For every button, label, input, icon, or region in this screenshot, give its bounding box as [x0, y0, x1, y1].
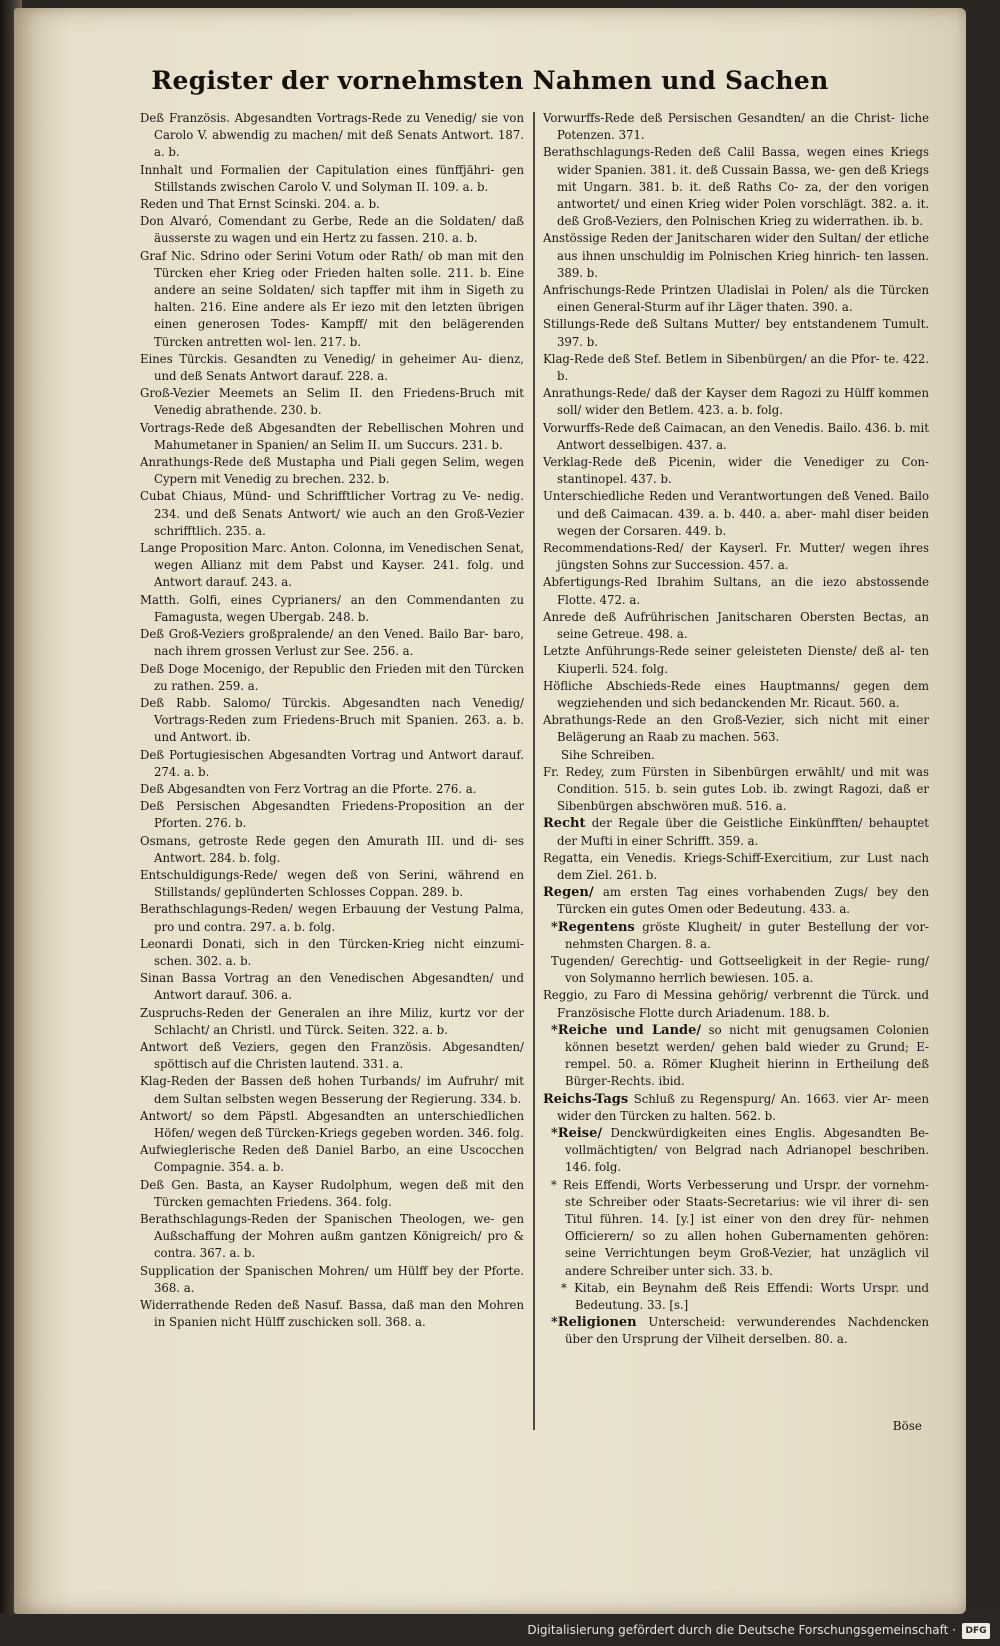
- entry-text: Schluß zu Regenspurg/ An. 1663. vier Ar- meen wider den Türcken zu halten. 562. b.: [557, 1091, 929, 1123]
- index-entry: Berathschlagungs-Reden der Spanischen Theologen, we- gen Außschaffung der Mohren außm gantzen Königreich/ pro & contra. 367. a. b.: [140, 1212, 524, 1261]
- index-entry: [543, 678, 929, 712]
- index-entry: [543, 919, 929, 953]
- index-entry: [543, 1314, 929, 1348]
- index-entry: Deß Doge Mocenigo, der Republic den Frieden mit den Türcken zu rathen. 259. a.: [140, 661, 524, 693]
- index-entry: Osmans, getroste Rede gegen den Amurath III. und di- ses Antwort. 284. b. folg.: [140, 833, 524, 865]
- index-entry: [543, 815, 929, 849]
- entry-text: Fr. Redey, zum Fürsten in Sibenbürgen erwählt/ und mit was Condition. 515. b. sein gutes Lob. ib. zwingt Ragozi, daß er Sibenbürgen abschwören muß. 516. a.: [543, 764, 929, 814]
- right-column: [543, 110, 929, 1440]
- book-page: [14, 8, 966, 1614]
- index-entry: [543, 574, 929, 608]
- entry-text: Anrathungs-Rede/ daß der Kayser dem Ragozi zu Hülff kommen soll/ wider den Betlem. 423. a. b. folg.: [543, 386, 929, 418]
- index-entry: [543, 230, 929, 282]
- entry-text: Höfliche Abschieds-Rede eines Hauptmanns/ gegen dem wegziehenden und sich bedanckenden Mr. Ricaut. 560. a.: [543, 678, 929, 710]
- entry-text: Letzte Anführungs-Rede seiner geleisteten Dienste/ deß al- ten Kiuperli. 524. folg.: [543, 644, 929, 676]
- index-entry: Eines Türckis. Gesandten zu Venedig/ in geheimer Au- dienz, und deß Senats Antwort darauf. 228. a.: [140, 351, 524, 384]
- entry-keyword: *Regentens: [551, 919, 635, 935]
- entry-text: Anstössige Reden der Janitscharen wider den Sultan/ der etliche aus ihnen unschuldig im Polnischen Krieg hinrich- ten lassen. 389. b.: [543, 231, 929, 280]
- index-entry: Sinan Bassa Vortrag an den Venedischen Abgesandten/ und Antwort darauf. 306. a.: [140, 971, 524, 1003]
- entry-text: Anrede deß Aufrührischen Janitscharen Obersten Bectas, an seine Getreue. 498. a.: [543, 609, 929, 642]
- entry-keyword: Regen/: [543, 885, 594, 901]
- index-entry: Deß Persischen Abgesandten Friedens-Proposition an der Pforten. 276. b.: [140, 799, 524, 831]
- index-entry: Matth. Golfi, eines Cyprianers/ an den Commendanten zu Famagusta, wegen Ubergab. 248. b.: [140, 592, 524, 624]
- index-entry: Deß Portugiesischen Abgesandten Vortrag und Antwort darauf. 274. a. b.: [140, 747, 524, 779]
- page-header: Register der vornehmsten Nahmen und Sachen: [151, 66, 829, 95]
- entry-text: am ersten Tag eines vorhabenden Zugs/ bey den Türcken ein gutes Omen oder Bedeutung. 433. a.: [557, 885, 929, 917]
- index-entry: [543, 144, 929, 230]
- entry-text: gröste Klugheit/ in guter Bestellung der vor- nehmsten Chargen. 8. a.: [565, 919, 929, 951]
- entry-text: Tugenden/ Gerechtig- und Gottseeligkeit in der Regie- rung/ von Solymanno herrlich bewiesen. 105. a.: [551, 953, 929, 986]
- index-entry: [543, 454, 929, 488]
- index-entry: [543, 747, 929, 764]
- entry-text: Berathschlagungs-Reden deß Calil Bassa, wegen eines Kriegs wider Spanien. 381. it. deß Cussain Bassa, we- gen deß Kriegs mit Ungarn. 381. b. it. deß Raths Co- za, der den vorigen antwortet/ und einen Krieg wider Polen vorschlägt. 382. a. it. deß Groß-Veziers, den Polnischen Krieg zu widerrathen. ib. b.: [543, 145, 929, 229]
- entry-keyword: *Religionen: [551, 1315, 637, 1331]
- index-entry: [543, 1091, 929, 1125]
- entry-text: der Regale über die Geistliche Einkünfften/ behauptet der Mufti in einer Schrifft. 359. a.: [557, 816, 929, 848]
- index-entry: Widerrathende Reden deß Nasuf. Bassa, daß man den Mohren in Spanien nicht Hülff zuschicken soll. 368. a.: [140, 1298, 524, 1330]
- column-divider: [533, 112, 535, 1430]
- index-entry: Antwort/ so dem Päpstl. Abgesandten an unterschiedlichen Höfen/ wegen deß Türcken-Kriegs gegeben worden. 346. folg.: [140, 1108, 524, 1140]
- index-entry: [543, 1022, 929, 1091]
- index-entry: Reden und That Ernst Scinski. 204. a. b.: [140, 197, 380, 212]
- index-entry: Entschuldigungs-Rede/ wegen deß von Serini, während en Stillstands/ geplünderten Schlosses Coppan. 289. b.: [140, 867, 524, 900]
- entry-keyword: Reichs-Tags: [543, 1091, 629, 1107]
- entry-text: Reggio, zu Faro di Messina gehörig/ verbrennt die Türck. und Französische Flotte durch Ariadenum. 188. b.: [543, 988, 929, 1020]
- index-entry: Antwort deß Veziers, gegen den Französis. Abgesandten/ spöttisch auf die Christen lautend. 331. a.: [140, 1039, 524, 1072]
- entry-text: Stillungs-Rede deß Sultans Mutter/ bey entstandenem Tumult. 397. b.: [543, 317, 929, 349]
- index-entry: [543, 609, 929, 643]
- dfg-logo: DFG: [962, 1623, 990, 1639]
- index-entry: Berathschlagungs-Reden/ wegen Erbauung der Vestung Palma, pro und contra. 297. a. b. folg.: [140, 902, 524, 934]
- entry-text: Anfrischungs-Rede Printzen Uladislai in Polen/ als die Türcken einen General-Sturm auf ihr Läger thaten. 390. a.: [543, 283, 929, 315]
- entry-text: Denckwürdigkeiten eines Englis. Abgesandten Be- vollmächtigten/ von Belgrad nach Adrianopel beschriben. 146. folg.: [565, 1125, 929, 1175]
- index-entry: [543, 420, 929, 454]
- index-entry: Deß Französis. Abgesandten Vortrags-Rede zu Venedig/ sie von Carolo V. abwendig zu machen/ mit deß Senats Antwort. 187. a. b.: [140, 111, 524, 160]
- index-entry: Zuspruchs-Reden der Generalen an ihre Miliz, kurtz vor der Schlacht/ an Christl. und Türck. Seiten. 322. a. b.: [140, 1005, 524, 1037]
- entry-text: Abrathungs-Rede an den Groß-Vezier, sich nicht mit einer Belägerung an Raab zu machen. 563.: [543, 713, 929, 745]
- entry-text: Vorwurffs-Rede deß Persischen Gesandten/ an die Christ- liche Potenzen. 371.: [543, 111, 929, 143]
- index-entry: [543, 987, 929, 1021]
- entry-text: Unterscheid: verwunderendes Nachdencken über den Ursprung der Vilheit derselben. 80. a.: [565, 1315, 929, 1347]
- index-entry: Deß Abgesandten von Ferz Vortrag an die Pforte. 276. a.: [140, 781, 477, 796]
- entry-text: * Reis Effendi, Worts Verbesserung und Urspr. der vornehm- ste Schreiber oder Staats-Secretarius: wie vil ihrer di- sen Titul führen. 14. [y.] ist einer von den drey für- nehmen Officierern/ so zu allen hohen Gubernamenten gehören: seine Verrichtungen beym Groß-Vezier, hat unzäglich vil andere Schreiber unter sich. 33. b.: [551, 1177, 929, 1278]
- entry-text: Abfertigungs-Red Ibrahim Sultans, an die iezo abstossende Flotte. 472. a.: [543, 575, 929, 607]
- index-entry: Innhalt und Formalien der Capitulation eines fünffjähri- gen Stillstands zwischen Carolo V. und Solyman II. 109. a. b.: [140, 162, 524, 194]
- index-entry: Deß Rabb. Salomo/ Türckis. Abgesandten nach Venedig/ Vortrags-Reden zum Friedens-Bruch mit Spanien. 263. a. b. und Antwort. ib.: [140, 695, 524, 745]
- index-entry: Anrathungs-Rede deß Mustapha und Piali gegen Selim, wegen Cypern mit Venedig zu brechen. 232. b.: [140, 455, 524, 487]
- catchword: Böse: [892, 1419, 922, 1433]
- index-entry: Don Alvaró, Comendant zu Gerbe, Rede an die Soldaten/ daß äusserste zu wagen und ein Hertz zu fassen. 210. a. b.: [140, 214, 524, 246]
- index-entry: [543, 316, 929, 350]
- index-entry: Graf Nic. Sdrino oder Serini Votum oder Rath/ ob man mit den Türcken eher Krieg oder Frieden halten solle. 211. b. Eine andere an seine Soldaten/ sich tapffer mit ihm in Sigeth zu halten. 216. Eine andere als Er iezo mit den letzten übrigen einen generosen Todes- Kampff/ mit den belägerenden Türcken antretten wol- len. 217. b.: [140, 248, 524, 349]
- index-entry: [543, 1125, 929, 1177]
- entry-text: Verklag-Rede deß Picenin, wider die Venediger zu Con- stantinopel. 437. b.: [543, 455, 929, 487]
- left-column: [140, 110, 524, 1440]
- index-entry: [543, 884, 929, 918]
- index-entry: Leonardi Donati, sich in den Türcken-Krieg nicht einzumi- schen. 302. a. b.: [140, 936, 524, 968]
- entry-keyword: *Reiche und Lande/: [551, 1022, 702, 1038]
- entry-text: Sihe Schreiben.: [561, 747, 655, 762]
- footer-bar: [0, 1614, 1000, 1646]
- index-entry: Supplication der Spanischen Mohren/ um Hülff bey der Pforte. 368. a.: [140, 1263, 524, 1295]
- footer-credit: Digitalisierung gefördert durch die Deutsche Forschungsgemeinschaft ·: [527, 1623, 956, 1637]
- index-entry: [543, 643, 929, 677]
- index-entry: [543, 1280, 929, 1314]
- index-entry: [543, 764, 929, 816]
- index-entry: [543, 351, 929, 385]
- index-entry: Deß Groß-Veziers großpralende/ an den Vened. Bailo Bar- baro, nach ihrem grossen Verlust zur See. 256. a.: [140, 627, 524, 659]
- entry-keyword: *Reise/: [551, 1125, 603, 1141]
- entry-text: so nicht mit genugsamen Colonien können besetzt werden/ gehen bald wieder zu Grund; E- rempel. 50. a. Römer Klugheit hierinn in Ertheilung deß Bürger-Rechts. ibid.: [565, 1022, 929, 1089]
- entry-text: Klag-Rede deß Stef. Betlem in Sibenbürgen/ an die Pfor- te. 422. b.: [543, 351, 929, 384]
- index-entry: [543, 850, 929, 884]
- entry-text: Regatta, ein Venedis. Kriegs-Schiff-Exercitium, zur Lust nach dem Ziel. 261. b.: [543, 850, 929, 882]
- index-entry: [543, 110, 929, 144]
- index-entry: Groß-Vezier Meemets an Selim II. den Friedens-Bruch mit Venedig abrathende. 230. b.: [140, 386, 524, 418]
- index-entry: Aufwieglerische Reden deß Daniel Barbo, an eine Uscocchen Compagnie. 354. a. b.: [140, 1143, 524, 1175]
- index-entry: [543, 953, 929, 987]
- index-entry: Lange Proposition Marc. Anton. Colonna, im Venedischen Senat, wegen Allianz mit dem Pabst und Kayser. 241. folg. und Antwort darauf. 243. a.: [140, 541, 524, 590]
- index-entry: [543, 282, 929, 316]
- index-entry: Cubat Chiaus, Münd- und Schrifftlicher Vortrag zu Ve- nedig. 234. und deß Senats Antwort/ wie auch an den Groß-Vezier schrifftlich. 235. a.: [140, 489, 524, 538]
- entry-text: Unterschiedliche Reden und Verantwortungen deß Vened. Bailo und deß Caimacan. 439. a. b. 440. a. aber- mahl diser beiden wegen der Corsaren. 449. b.: [543, 489, 929, 538]
- index-entry: [543, 385, 929, 419]
- entry-text: Vorwurffs-Rede deß Caimacan, an den Venedis. Bailo. 436. b. mit Antwort desselbigen. 437. a.: [543, 420, 929, 452]
- entry-text: * Kitab, ein Beynahm deß Reis Effendi: Worts Urspr. und Bedeutung. 33. [s.]: [561, 1280, 929, 1313]
- index-entry: Deß Gen. Basta, an Kayser Rudolphum, wegen deß mit den Türcken gemachten Friedens. 364. folg.: [140, 1177, 524, 1209]
- index-entry: Klag-Reden der Bassen deß hohen Turbands/ im Aufruhr/ mit dem Sultan selbsten wegen Besserung der Regierung. 334. b.: [140, 1074, 524, 1106]
- index-entry: [543, 1177, 929, 1280]
- index-entry: [543, 488, 929, 540]
- entry-keyword: Recht: [543, 816, 586, 832]
- index-entry: Vortrags-Rede deß Abgesandten der Rebellischen Mohren und Mahumetaner in Spanien/ an Selim II. um Succurs. 231. b.: [140, 420, 524, 452]
- index-entry: [543, 540, 929, 574]
- entry-text: Recommendations-Red/ der Kayserl. Fr. Mutter/ wegen ihres jüngsten Sohns zur Succession. 457. a.: [543, 541, 929, 573]
- index-entry: [543, 712, 929, 746]
